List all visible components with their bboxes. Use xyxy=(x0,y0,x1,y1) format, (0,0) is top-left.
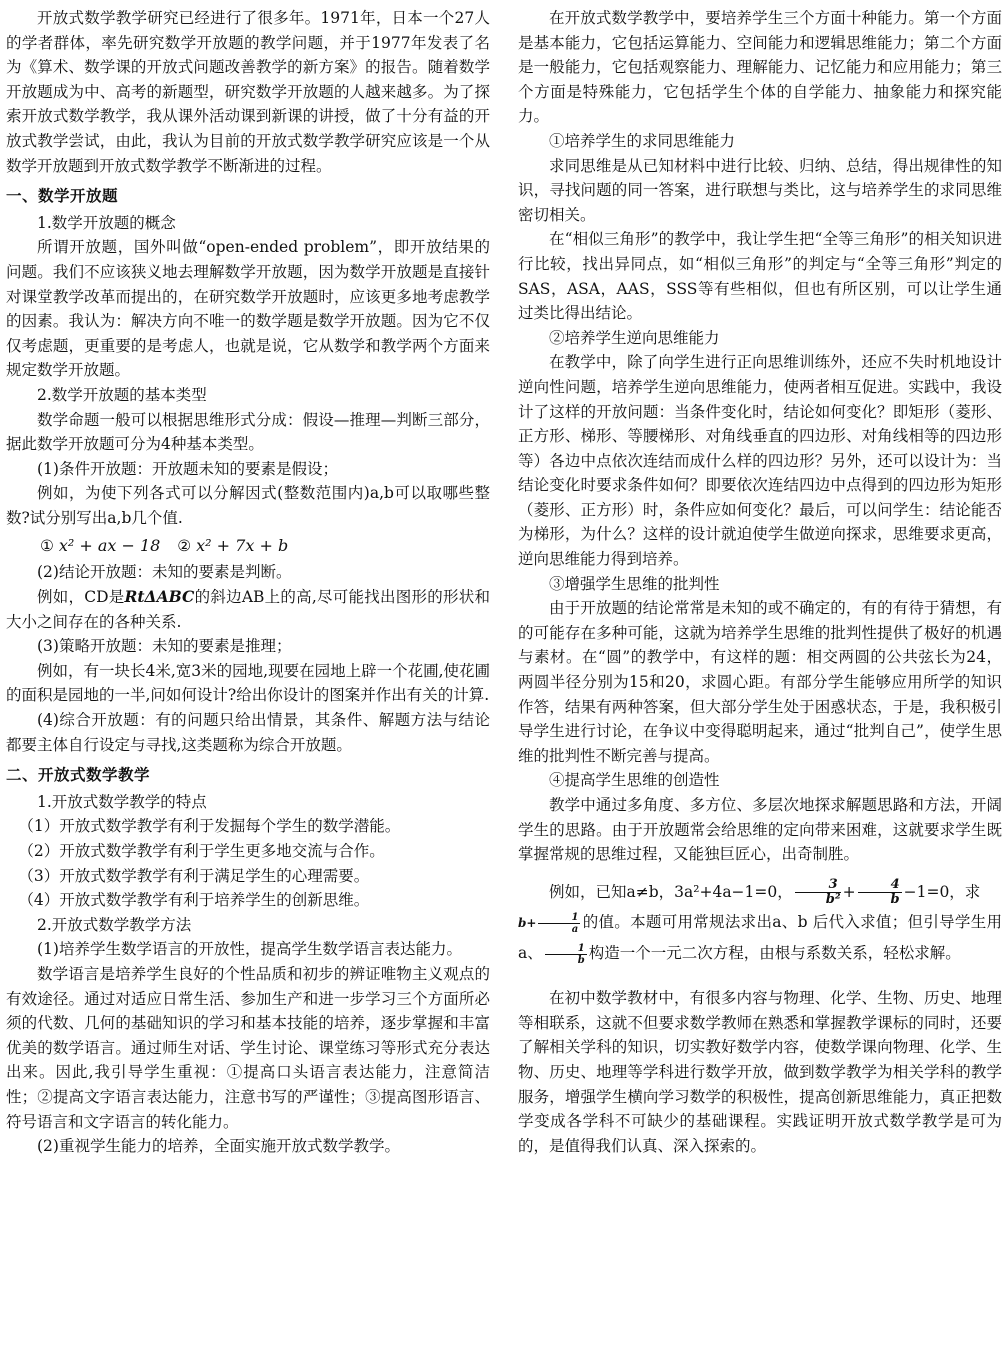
type-strategy-example: 例如，有一块长4米,宽3米的园地,现要在园地上辟一个花圃,使花圃的面积是园地的一半,问如何设计?给出你设计的图案并作出有关的计算. xyxy=(6,661,491,705)
example-lead: 例如，已知a≠b，3a²+4a−1=0， xyxy=(549,882,793,901)
factor-formulas xyxy=(6,534,490,560)
method-2-title: (2)重视学生能力的培养，全面实施开放式数学教学。 xyxy=(37,1137,400,1156)
method-1-paragraph: 数学语言是培养学生良好的个性品质和初步的辨证唯物主义观点的有效途径。通过对适应日常生活、参加生产和进一步学习三个方面所必须的代数、几何的基础知识的学习和基本技能的培养，逐步掌握和丰富优美的数学语言。通过师生对话、学生讨论、课堂练习等形式充分表达出来。因此,我引导学生重视：①提高口头语言表达能力，注意简洁性；②提高文字语言表达能力，注意书写的严谨性；③提高图形语言、符号语言和文字语言的转化能力。 xyxy=(6,964,490,1131)
example-end: 构造一个一元二次方程，由根与系数关系，轻松求解。 xyxy=(588,944,961,963)
concept-paragraph: 所谓开放题，国外叫做“open-ended problem”，即开放结果的问题。我们不应该狭义地去理解数学开放题，因为数学开放题是直接针对课堂教学改革而提出的，在研究数学开放题时，应该更多地考虑教学的因素。我认为：解决方向不唯一的数学题是数学开放题。因为它不仅仅考虑题，更重要的是考虑人，也就是说，它从数学和教学两个方面来规定数学开放题。 xyxy=(6,238,490,380)
ability-3-paragraph: 由于开放题的结论常常是未知的或不确定的，有的有待于猜想，有的可能存在多种可能，这就为培养学生思维的批判性提供了极好的机遇与素材。在“圆”的教学中，有这样的题：相交两圆的公共弦长为24，两圆半径分别为15和20，求圆心距。有部分学生能够应用所学的知识作答，结果有两种答案，但大部分学生处于困惑状态，于是，我积极引导学生进行讨论，在争议中变得聪明起来，通过“批判自己”，使学生思维的批判性不断完善与提高。 xyxy=(518,599,1002,765)
plus-sign: + xyxy=(842,882,856,901)
type-comprehensive-open: (4)综合开放题：有的问题只给出情景，其条件、解题方法与结论都要主体自行设定与寻找,这类题称为综合开放题。 xyxy=(6,711,490,754)
feature-item-4: （4）开放式数学教学有利于培养学生的创新思维。 xyxy=(18,891,370,910)
formula-2-number: ② xyxy=(177,537,192,556)
right-column xyxy=(518,6,1002,1158)
subsection-title-concept: 1.数学开放题的概念 xyxy=(37,213,176,232)
section-heading-open-teaching: 二、开放式数学教学 xyxy=(6,765,151,785)
fraction-1-over-b: $\frac{1}{b}$ xyxy=(545,943,587,966)
formula-1: x² + ax − 18 xyxy=(58,536,161,556)
feature-item-1: （1）开放式数学教学有利于发掘每个学生的数学潜能。 xyxy=(18,817,401,836)
types-paragraph: 数学命题一般可以根据思维形式分成：假设—推理—判断三部分，据此数学开放题可分为4种基本类型。 xyxy=(6,410,490,454)
formula-1-number: ① xyxy=(40,537,54,556)
type-conclusion-example xyxy=(6,585,490,634)
ability-1-paragraph-1: 求同思维是从已知材料中进行比较、归纳、总结，得出规律性的知识，寻找问题的同一答案，进行联想与类比，这与培养学生的求同思维密切相关。 xyxy=(518,156,1002,224)
ability-4-paragraph: 教学中通过多角度、多方位、多层次地探求解题思路和方法，开阔学生的思路。由于开放题常会给思维的定向带来困难，这就要求学生既掌握常规的思维过程，又能独巨匠心，出奇制胜。 xyxy=(518,796,1002,864)
fraction-3-over-b2: $\frac{3}{\text{b²}}$ xyxy=(795,878,841,907)
right-triangle-label: RtΔABC xyxy=(124,587,195,607)
abilities-paragraph: 在开放式数学教学中，要培养学生三个方面十种能力。第一个方面是基本能力，它包括运算能力、空间能力和逻辑思维能力；第二个方面是一般能力，它包括观察能力、理解能力、记忆能力和应用能力；第三个方面是特殊能力，它包括学生个体的自学能力、抽象能力和探究能力。 xyxy=(518,9,1002,126)
ability-2-title: ②培养学生逆向思维能力 xyxy=(549,328,720,347)
feature-item-2: （2）开放式数学教学有利于学生更多地交流与合作。 xyxy=(18,842,385,860)
example-middle: 的值。本题可用常规法求出a、b 后代入求值；但引导学生用a、 xyxy=(518,913,1002,963)
type-strategy-open: (3)策略开放题：未知的要素是推理； xyxy=(37,637,292,656)
final-paragraph: 在初中数学教材中，有很多内容与物理、化学、生物、历史、地理等相联系，这就不但要求数学教师在熟悉和掌握教学课标的同时，还要了解相关学科的知识，切实教好数学内容，使数学课向物理、化学、生物、历史、地理等学科进行数学开放，做到数学教学为相关学科的教学服务，增强学生横向学习数学的积极性，提高创新思维能力，真正把数学变成各学科不可缺少的基础课程。实践证明开放式数学教学是可为的，是值得我们认真、深入探索的。 xyxy=(518,989,1002,1155)
type-conclusion-open: (2)结论开放题：未知的要素是判断。 xyxy=(37,563,292,582)
method-1-title: (1)培养学生数学语言的开放性，提高学生数学语言表达能力。 xyxy=(37,940,462,959)
type-condition-open: (1)条件开放题：开放题未知的要素是假设； xyxy=(37,459,338,478)
left-column xyxy=(6,6,490,1159)
example-text-a: 例如，CD是 xyxy=(37,588,125,607)
example-text-b: 的斜边AB上的高,尽可能找出图形的形状和大小之间存在的各种关系. xyxy=(6,588,490,631)
subsection-title-types: 2.数学开放题的基本类型 xyxy=(37,385,207,404)
intro-paragraph: 开放式数学教学研究已经进行了很多年。1971年，日本一个27人的学者群体，率先研究数学开放题的教学问题，并于1977年发表了名为《算术、数学课的开放式问题改善教学的新方案》的报告。随着数学开放题成为中、高考的新题型，研究数学开放题的人越来越多。为了探索开放式数学教学，我从课外活动课到新课的讲授，做了十分有益的开放式教学尝试，由此，我认为目前的开放式数学教学研究应该是一个从数学开放题到开放式数学教学不断渐进的过程。 xyxy=(6,9,490,175)
fraction-1-over-a: $\frac{1}{a}$ xyxy=(538,912,580,935)
subsection-title-methods: 2.开放式数学教学方法 xyxy=(37,915,192,934)
ability-1-paragraph-2: 在“相似三角形”的教学中，我让学生把“全等三角形”的相关知识进行比较，找出异同点，如“相似三角形”的判定与“全等三角形”判定的SAS，ASA，AAS，SSS等有些相似，但也有所区别，可以让学生通过类比得出结论。 xyxy=(518,230,1002,323)
ability-1-title: ①培养学生的求同思维能力 xyxy=(549,131,736,150)
formula-2: x² + 7x + b xyxy=(196,536,289,556)
feature-item-3: （3）开放式数学教学有利于满足学生的心理需要。 xyxy=(18,866,370,885)
equation-example xyxy=(518,877,1002,969)
ability-4-title: ④提高学生思维的创造性 xyxy=(549,771,720,790)
ability-2-paragraph: 在教学中，除了向学生进行正向思维训练外，还应不失时机地设计逆向性问题，培养学生逆向思维能力，使两者相互促进。实践中，我设计了这样的开放问题：当条件变化时，结论如何变化？即矩形（菱形、正方形、梯形、等腰梯形、对角线垂直的四边形、对角线相等的四边形等）各边中点依次连结而成什么样的四边形？另外，还可以设计为：当结论变化时要求条件如何？即要依次连结四边中点得到的四边形为矩形（菱形、正方形）时，条件应如何变化？最后，可以问学生：结论能否为梯形，为什么？这样的设计就迫使学生做逆向探求，思维要求更高，逆向思维能力得到培养。 xyxy=(518,353,1002,569)
section-heading-open-problems: 一、数学开放题 xyxy=(6,186,119,206)
subsection-title-features: 1.开放式数学教学的特点 xyxy=(37,792,207,811)
type-condition-example: 例如，为使下列各式可以分解因式(整数范围内)a,b可以取哪些整数?试分别写出a,b几个值. xyxy=(6,484,490,527)
ability-3-title: ③增强学生思维的批判性 xyxy=(549,574,720,593)
equation-end: −1=0，求 xyxy=(903,882,981,901)
fraction-4-over-b: $\frac{4}{b}$ xyxy=(858,878,902,907)
expression-b-plus: b+ xyxy=(518,916,537,931)
